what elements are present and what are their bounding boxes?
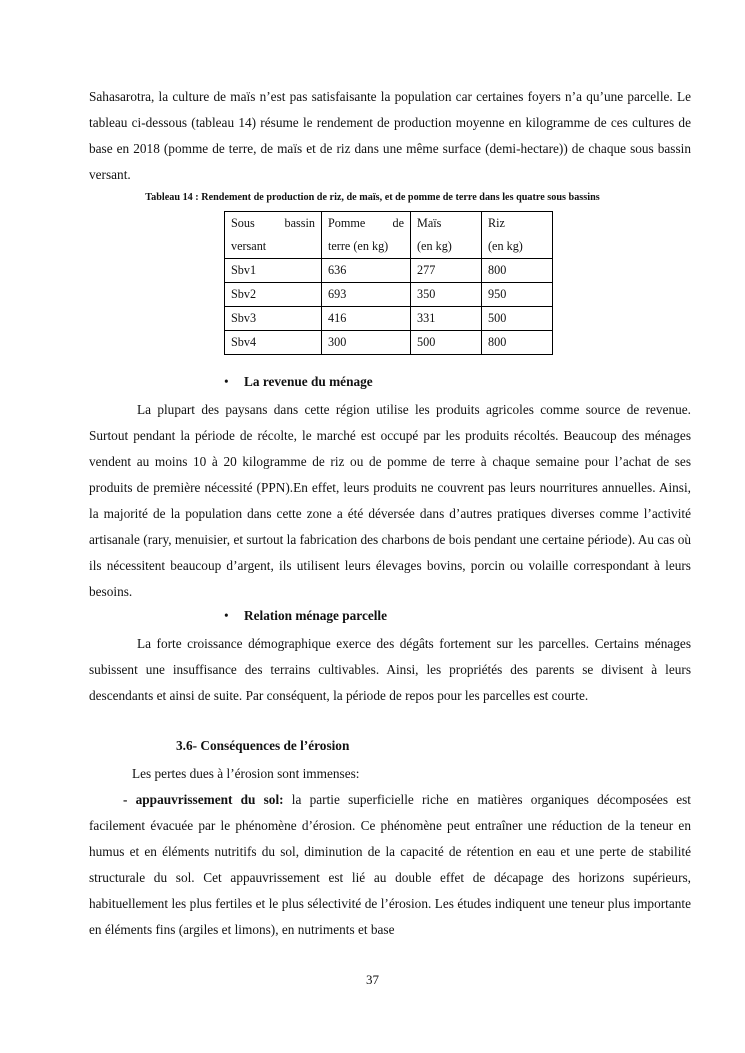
table-cell: Sbv1 (225, 259, 322, 283)
paragraph-intro: Sahasarotra, la culture de maïs n’est pas satisfaisante la population car certaines foyers n’a qu’une parcelle. Le tableau ci-dessous (tableau 14) résume le rendement de production moyenne en kilogramme de ces cultures de base en 2018 (pomme de terre, de maïs et de riz dans une même surface (demi-hectare)) de chaque sous bassin versant. (89, 89, 691, 182)
header-text: terre (en kg) (328, 239, 389, 253)
header-text: de (392, 216, 404, 230)
bullet-heading-revenue (224, 374, 373, 390)
table-cell: Sbv3 (225, 307, 322, 331)
table-cell: 636 (322, 259, 411, 283)
yield-table (224, 211, 553, 355)
paragraph-losses: Les pertes dues à l’érosion sont immenses: (132, 766, 360, 781)
table-row (225, 259, 553, 283)
header-text: Maïs (417, 216, 442, 230)
paragraph-relation: La forte croissance démographique exerce des dégâts fortement sur les parcelles. Certains ménages subissent une insuffisance des terrains cultivables. Ainsi, les propriétés des parents se divisent à leurs descendants et ainsi de suite. Par conséquent, la période de repos pour les parcelles est courte. (89, 636, 691, 703)
table-header-row (225, 212, 553, 259)
table-cell: 800 (482, 259, 553, 283)
table-cell: 350 (411, 283, 482, 307)
header-cell-rice (482, 212, 553, 259)
table-cell: 331 (411, 307, 482, 331)
table-cell: 500 (411, 331, 482, 355)
paragraph-impoverishment (89, 787, 691, 943)
table-cell: 950 (482, 283, 553, 307)
header-text: bassin (284, 216, 315, 230)
header-text: (en kg) (417, 239, 452, 253)
table-cell: 800 (482, 331, 553, 355)
table-row (225, 283, 553, 307)
header-text: Riz (488, 216, 505, 230)
table-cell: 693 (322, 283, 411, 307)
bullet-icon: • (224, 608, 229, 623)
header-cell-potato (322, 212, 411, 259)
bullet-heading-text: La revenue du ménage (244, 374, 373, 389)
section-heading: 3.6- Conséquences de l’érosion (176, 738, 350, 753)
header-text: versant (231, 239, 267, 253)
bullet-icon: • (224, 374, 229, 389)
bullet-heading-text: Relation ménage parcelle (244, 608, 388, 623)
header-cell-subbasin (225, 212, 322, 259)
table-row (225, 331, 553, 355)
header-text: Sous (231, 216, 255, 230)
page-number: 37 (366, 972, 379, 987)
table-cell: 500 (482, 307, 553, 331)
bullet-heading-relation (224, 608, 387, 624)
table-caption: Tableau 14 : Rendement de production de riz, de maïs, et de pomme de terre dans les quatre sous bassins (145, 192, 600, 203)
header-text: (en kg) (488, 239, 523, 253)
table-cell: Sbv4 (225, 331, 322, 355)
header-text: Pomme (328, 216, 366, 230)
table-cell: 277 (411, 259, 482, 283)
paragraph-revenue: La plupart des paysans dans cette région utilise les produits agricoles comme source de revenue. Surtout pendant la période de récolte, le marché est occupé par les produits récoltés. Beaucoup des ménages vendent au moins 10 à 20 kilogramme de riz ou de pomme de terre à chaque semaine pour l’achat de ses produits de première nécessité (PPN).En effet, leurs produits ne couvrent pas leurs nourritures annuelles. Ainsi, la majorité de la population dans cette zone a été déversée dans d’autres pratiques diverses comme l’activité artisanale (rary, menuisier, et surtout la fabrication des charbons de bois pendant une certaine période). Au cas où ils nécessitent beaucoup d’argent, ils utilisent leurs élevages bovins, porcin ou volaille correspondant à leurs besoins. (89, 402, 691, 599)
table-cell: Sbv2 (225, 283, 322, 307)
table-row (225, 307, 553, 331)
table-cell: 416 (322, 307, 411, 331)
header-cell-maize (411, 212, 482, 259)
impoverishment-lead: - appauvrissement du sol: (123, 792, 284, 807)
impoverishment-body: la partie superficielle riche en matières organiques décomposées est facilement évacuée par le phénomène d’érosion. Ce phénomène peut entraîner une réduction de la teneur en humus et en éléments nutritifs du sol, diminution de la capacité de rétention en eau et une perte de stabilité structurale du sol. Cet appauvrissement est lié au double effet de décapage des horizons supérieurs, habituellement les plus fertiles et le plus sélectivité de l’érosion. Les études indiquent une teneur plus importante en éléments fins (argiles et limons), en nutriments et base (89, 792, 691, 937)
table-cell: 300 (322, 331, 411, 355)
